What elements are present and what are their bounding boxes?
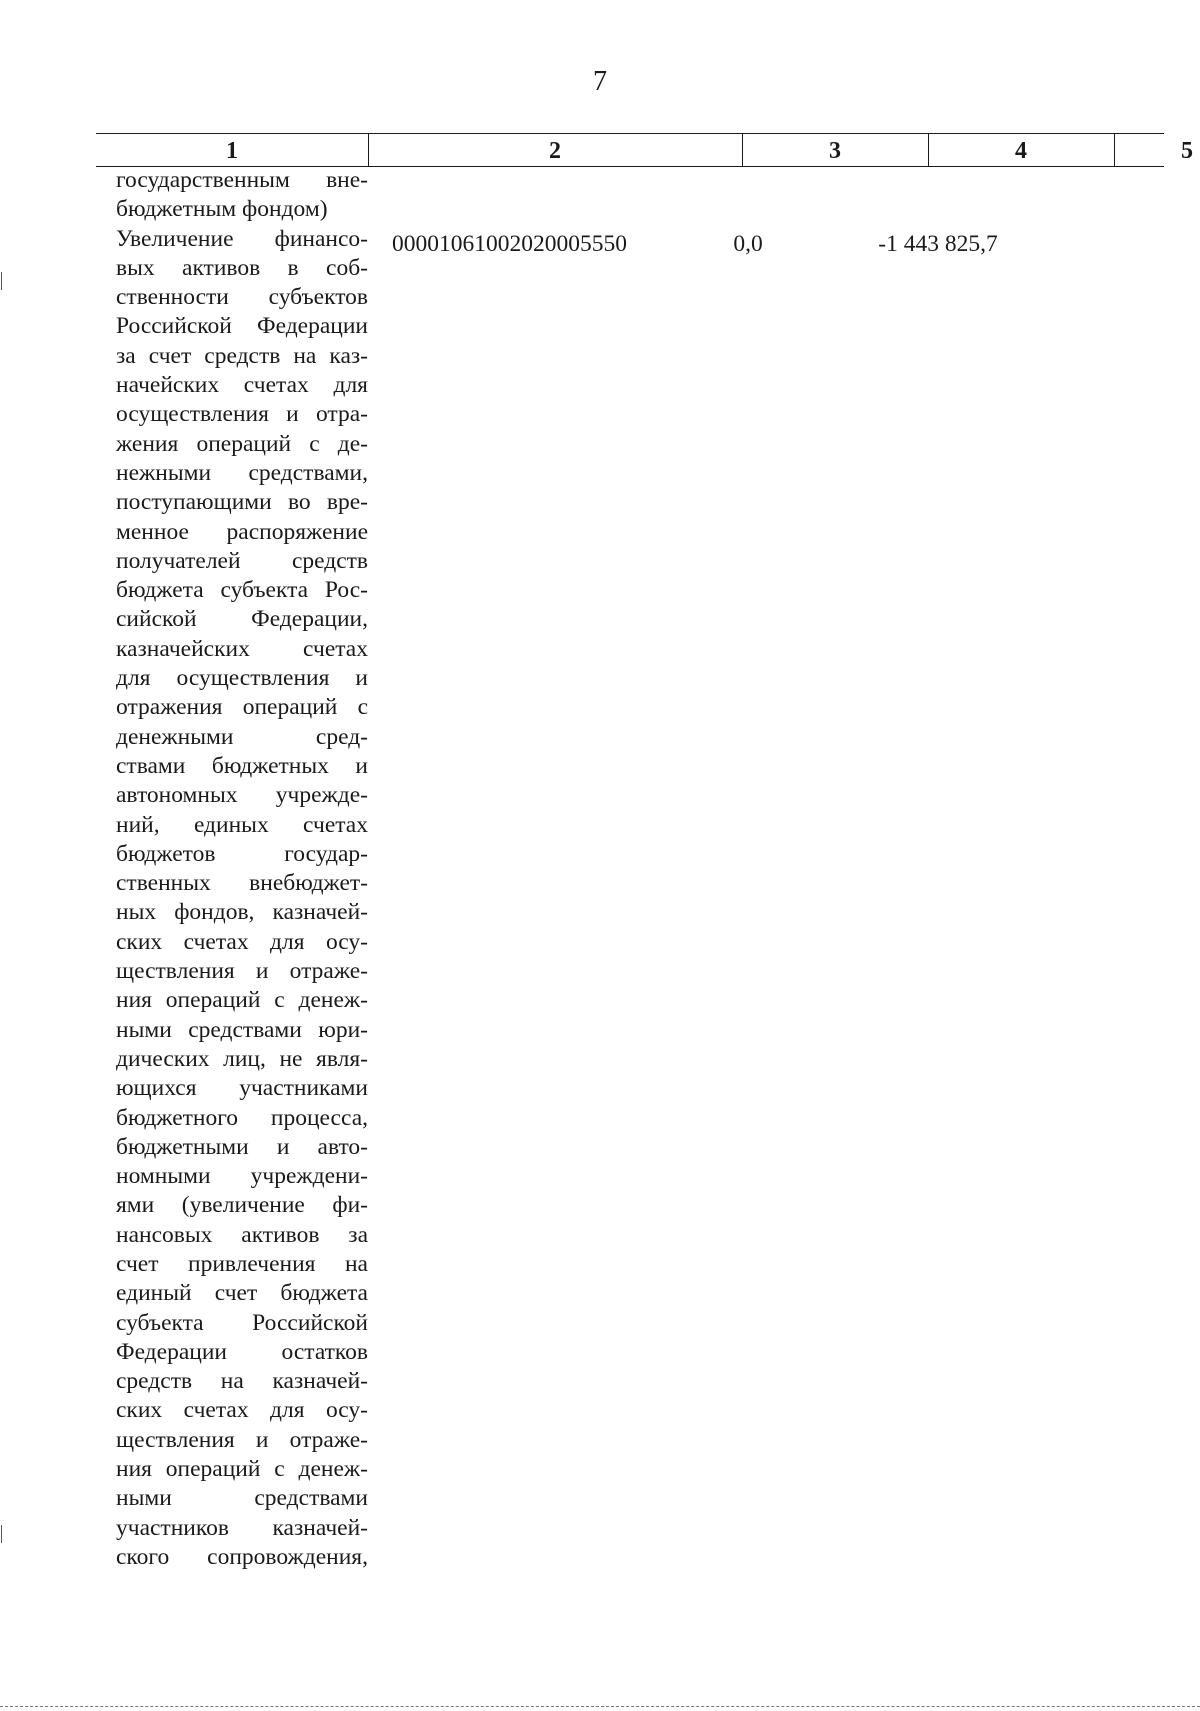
description-line: автономных учрежде-	[116, 782, 368, 809]
description-line: субъекта Российской	[116, 1309, 368, 1336]
description-line: ными средствами юри-	[116, 1016, 368, 1043]
description-line: нежными средствами,	[116, 459, 368, 486]
description-line: ями (увеличение фи-	[116, 1192, 368, 1219]
description-line: для осуществления и	[116, 665, 368, 692]
description-line: ния операций с денеж-	[116, 987, 368, 1014]
description-line: дических лиц, не явля-	[116, 1045, 368, 1072]
description-line: отражения операций с	[116, 694, 368, 721]
header-col-1: 1	[226, 138, 238, 164]
description-line: бюджетов государ-	[116, 840, 368, 867]
description-line: ских счетах для осу-	[116, 1397, 368, 1424]
description-line: ний, единых счетах	[116, 811, 368, 838]
description-line: осуществления и отра-	[116, 401, 368, 428]
description-line: единый счет бюджета	[116, 1280, 368, 1307]
description-line: казначейских счетах	[116, 635, 368, 662]
description-line: менное распоряжение	[116, 518, 368, 545]
header-col-3: 3	[829, 138, 841, 164]
budget-code-cell: 00001061002020005550	[392, 231, 627, 257]
description-line: Федерации остатков	[116, 1338, 368, 1365]
description-line: ния операций с денеж-	[116, 1456, 368, 1483]
description-line: государственным вне-	[116, 167, 368, 193]
description-line: бюджета субъекта Рос-	[116, 577, 368, 604]
description-line: средств на казначей-	[116, 1368, 368, 1395]
description-line: Российской Федерации	[116, 313, 368, 340]
scan-margin-mark	[1, 272, 2, 290]
description-line: поступающими во вре-	[116, 489, 368, 516]
description-line: бюджетным фондом)	[116, 196, 328, 223]
description-line: ществления и отраже-	[116, 1426, 368, 1453]
description-line: Увеличение финансо-	[116, 225, 368, 252]
page-number: 7	[593, 66, 607, 97]
description-line: счет привлечения на	[116, 1250, 368, 1277]
description-line: ных фондов, казначей-	[116, 899, 368, 926]
description-line: ющихся участниками	[116, 1075, 368, 1102]
description-line: нансовых активов за	[116, 1221, 368, 1248]
row-description	[116, 166, 368, 1572]
scan-margin-mark	[1, 1525, 2, 1543]
column-4-value: -1 443 825,7	[878, 231, 998, 257]
description-line: ствами бюджетных и	[116, 752, 368, 779]
description-line: ских счетах для осу-	[116, 928, 368, 955]
description-line: бюджетными и авто-	[116, 1133, 368, 1160]
description-line: ществления и отраже-	[116, 958, 368, 985]
description-line: номными учреждени-	[116, 1163, 368, 1190]
description-line: ственности субъектов	[116, 284, 368, 311]
table-header-row	[96, 133, 1193, 167]
description-line: получателей средств	[116, 547, 368, 574]
description-line: вых активов в соб-	[116, 254, 368, 281]
description-line: ными средствами	[116, 1485, 368, 1512]
description-line: ственных внебюджет-	[116, 870, 368, 897]
description-line: денежными сред-	[116, 723, 368, 750]
description-line: бюджетного процесса,	[116, 1104, 368, 1131]
header-col-5: 5	[1181, 138, 1193, 164]
header-col-4: 4	[1015, 138, 1027, 164]
description-line: начейских счетах для	[116, 372, 368, 399]
scan-edge	[0, 1706, 1200, 1707]
description-line: сийской Федерации,	[116, 606, 368, 633]
description-line: ского сопровождения,	[116, 1543, 368, 1570]
description-line: участников казначей-	[116, 1514, 368, 1541]
description-line: жения операций с де-	[116, 430, 368, 457]
column-3-value: 0,0	[733, 231, 763, 257]
description-line: за счет средств на каз-	[116, 342, 368, 369]
header-col-2: 2	[549, 138, 561, 164]
